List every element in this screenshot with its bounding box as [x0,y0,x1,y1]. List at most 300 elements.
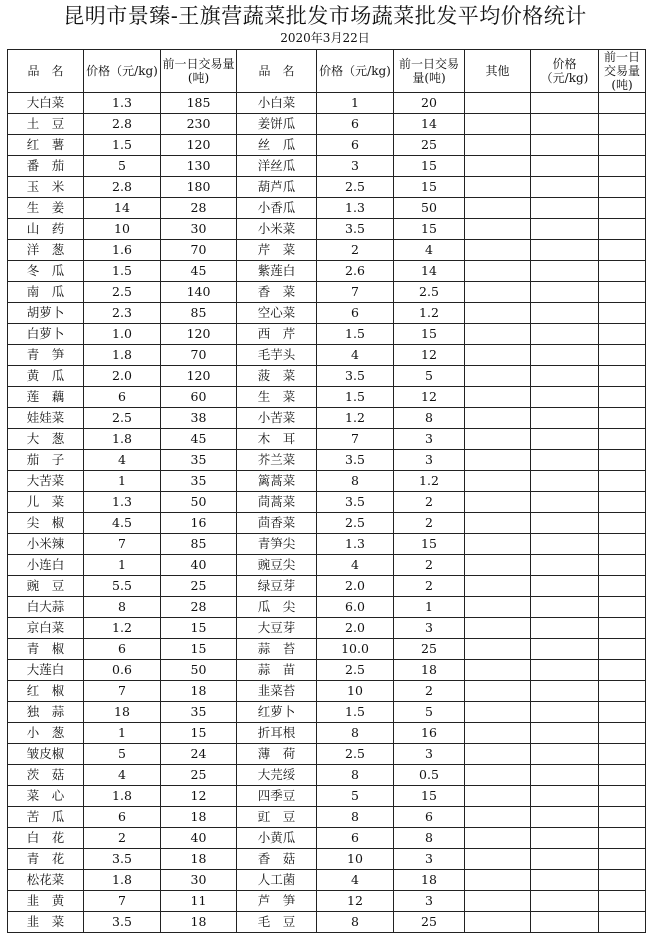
left-price-cell: 14 [84,198,161,219]
right-name-cell: 姜饼瓜 [237,114,317,135]
right-price-cell: 3.5 [317,366,394,387]
left-name-cell: 儿 菜 [8,492,84,513]
empty-other-cell [599,177,646,198]
right-name-cell: 豇 豆 [237,807,317,828]
right-price-cell: 1.3 [317,198,394,219]
left-name-cell: 青 花 [8,849,84,870]
left-name-cell: 大白菜 [8,93,84,114]
empty-other-cell [531,177,599,198]
left-name-cell: 青 椒 [8,639,84,660]
right-volume-cell: 3 [394,618,465,639]
right-volume-cell: 3 [394,429,465,450]
left-price-cell: 4.5 [84,513,161,534]
empty-other-cell [531,723,599,744]
empty-other-cell [531,765,599,786]
empty-other-cell [465,492,531,513]
table-row [8,366,646,387]
right-name-cell: 小香瓜 [237,198,317,219]
empty-other-cell [465,597,531,618]
table-row [8,681,646,702]
left-name-cell: 韭 黄 [8,891,84,912]
empty-other-cell [465,303,531,324]
left-volume-cell: 60 [161,387,237,408]
empty-other-cell [531,807,599,828]
right-name-cell: 洋丝瓜 [237,156,317,177]
right-volume-cell: 15 [394,324,465,345]
empty-other-cell [531,282,599,303]
table-row [8,870,646,891]
left-price-cell: 10 [84,219,161,240]
right-volume-cell: 14 [394,261,465,282]
empty-other-cell [531,198,599,219]
left-volume-cell: 180 [161,177,237,198]
left-price-cell: 6 [84,807,161,828]
empty-other-cell [465,177,531,198]
empty-other-cell [599,135,646,156]
right-name-cell: 大豆芽 [237,618,317,639]
left-volume-cell: 230 [161,114,237,135]
right-name-cell: 瓜 尖 [237,597,317,618]
right-volume-cell: 3 [394,849,465,870]
empty-other-cell [531,912,599,933]
table-row [8,345,646,366]
empty-other-cell [599,429,646,450]
right-volume-cell: 8 [394,828,465,849]
left-name-cell: 白大蒜 [8,597,84,618]
left-price-cell: 3.5 [84,912,161,933]
empty-other-cell [531,471,599,492]
empty-other-cell [465,744,531,765]
table-row [8,303,646,324]
empty-other-cell [465,93,531,114]
empty-other-cell [599,366,646,387]
empty-other-cell [599,681,646,702]
left-name-cell: 京白菜 [8,618,84,639]
left-name-cell: 冬 瓜 [8,261,84,282]
empty-other-cell [465,240,531,261]
empty-other-cell [599,807,646,828]
right-price-cell: 4 [317,555,394,576]
left-price-cell: 6 [84,387,161,408]
empty-other-cell [465,450,531,471]
left-volume-cell: 130 [161,156,237,177]
right-volume-cell: 2 [394,681,465,702]
right-price-cell: 3.5 [317,219,394,240]
left-name-cell: 娃娃菜 [8,408,84,429]
empty-other-cell [531,555,599,576]
empty-other-cell [465,198,531,219]
right-volume-cell: 5 [394,702,465,723]
right-name-cell: 毛 豆 [237,912,317,933]
left-name-cell: 红 椒 [8,681,84,702]
right-price-cell: 1.5 [317,324,394,345]
right-price-cell: 1 [317,93,394,114]
right-name-cell: 茴香菜 [237,513,317,534]
empty-other-cell [531,828,599,849]
left-price-cell: 2.5 [84,282,161,303]
left-name-cell: 皱皮椒 [8,744,84,765]
right-volume-cell: 3 [394,744,465,765]
empty-other-cell [599,870,646,891]
right-volume-cell: 6 [394,807,465,828]
right-price-cell: 12 [317,891,394,912]
empty-other-cell [531,366,599,387]
empty-other-cell [599,618,646,639]
table-row [8,765,646,786]
left-name-cell: 松花菜 [8,870,84,891]
left-name-cell: 玉 米 [8,177,84,198]
empty-other-cell [465,702,531,723]
empty-other-cell [599,555,646,576]
left-volume-cell: 18 [161,807,237,828]
left-volume-cell: 45 [161,261,237,282]
left-price-cell: 5.5 [84,576,161,597]
left-name-cell: 青 笋 [8,345,84,366]
left-name-cell: 番 茄 [8,156,84,177]
left-volume-cell: 18 [161,681,237,702]
right-name-cell: 红萝卜 [237,702,317,723]
right-volume-cell: 4 [394,240,465,261]
empty-other-cell [599,513,646,534]
empty-other-cell [599,639,646,660]
empty-other-cell [465,282,531,303]
left-volume-cell: 38 [161,408,237,429]
right-price-cell: 5 [317,786,394,807]
left-name-cell: 豌 豆 [8,576,84,597]
empty-other-cell [599,282,646,303]
right-price-cell: 3.5 [317,450,394,471]
left-price-cell: 1.8 [84,345,161,366]
right-volume-cell: 50 [394,198,465,219]
table-row [8,114,646,135]
left-price-cell: 2.8 [84,177,161,198]
empty-other-cell [465,219,531,240]
left-volume-cell: 15 [161,639,237,660]
left-name-cell: 茨 菇 [8,765,84,786]
right-volume-cell: 15 [394,786,465,807]
empty-other-cell [531,93,599,114]
empty-other-cell [599,324,646,345]
left-volume-cell: 35 [161,471,237,492]
right-volume-cell: 2 [394,555,465,576]
right-volume-cell: 15 [394,177,465,198]
left-price-cell: 3.5 [84,849,161,870]
empty-other-cell [465,366,531,387]
left-volume-cell: 120 [161,366,237,387]
right-volume-cell: 15 [394,156,465,177]
right-volume-cell: 25 [394,912,465,933]
table-row [8,828,646,849]
empty-other-cell [531,345,599,366]
empty-other-cell [531,429,599,450]
empty-other-cell [531,324,599,345]
right-price-cell: 2.0 [317,618,394,639]
table-row [8,408,646,429]
empty-other-cell [531,114,599,135]
left-volume-cell: 15 [161,723,237,744]
empty-other-cell [531,303,599,324]
left-price-cell: 1 [84,555,161,576]
left-price-cell: 4 [84,765,161,786]
right-name-cell: 西 芹 [237,324,317,345]
left-volume-cell: 70 [161,240,237,261]
left-volume-cell: 18 [161,912,237,933]
left-name-cell: 大莲白 [8,660,84,681]
empty-other-cell [599,891,646,912]
empty-other-cell [531,492,599,513]
empty-other-cell [465,324,531,345]
right-volume-cell: 3 [394,450,465,471]
left-volume-cell: 70 [161,345,237,366]
left-name-cell: 茄 子 [8,450,84,471]
right-price-cell: 2.5 [317,513,394,534]
right-name-cell: 折耳根 [237,723,317,744]
left-price-cell: 7 [84,534,161,555]
left-name-cell: 生 姜 [8,198,84,219]
empty-other-cell [599,240,646,261]
table-row [8,156,646,177]
right-price-cell: 7 [317,429,394,450]
empty-other-cell [599,471,646,492]
empty-other-cell [531,219,599,240]
empty-other-cell [465,912,531,933]
right-name-cell: 茼蒿菜 [237,492,317,513]
table-row [8,786,646,807]
empty-other-cell [465,114,531,135]
table-row [8,177,646,198]
left-name-cell: 山 药 [8,219,84,240]
right-volume-cell: 3 [394,891,465,912]
table-row [8,387,646,408]
table-body [8,93,646,933]
left-price-cell: 2.8 [84,114,161,135]
empty-other-cell [531,597,599,618]
empty-other-cell [599,114,646,135]
table-row [8,912,646,933]
right-price-cell: 1.5 [317,702,394,723]
left-price-cell: 1 [84,723,161,744]
empty-other-cell [599,450,646,471]
left-volume-cell: 16 [161,513,237,534]
empty-other-cell [599,156,646,177]
empty-other-cell [599,849,646,870]
empty-other-cell [465,135,531,156]
empty-other-cell [465,534,531,555]
right-volume-cell: 20 [394,93,465,114]
right-name-cell: 香 菇 [237,849,317,870]
table-row [8,450,646,471]
right-price-cell: 2.5 [317,177,394,198]
left-name-cell: 韭 菜 [8,912,84,933]
right-name-cell: 生 菜 [237,387,317,408]
right-name-cell: 蒜 苗 [237,660,317,681]
header-name-left: 品 名 [8,50,84,93]
header-price-right: 价格（元/kg) [317,50,394,93]
table-row [8,576,646,597]
empty-other-cell [531,639,599,660]
right-price-cell: 8 [317,912,394,933]
left-volume-cell: 45 [161,429,237,450]
right-name-cell: 芹 菜 [237,240,317,261]
header-name-right: 品 名 [237,50,317,93]
left-price-cell: 1 [84,471,161,492]
table-row [8,219,646,240]
right-name-cell: 豌豆尖 [237,555,317,576]
table-row [8,471,646,492]
left-name-cell: 黄 瓜 [8,366,84,387]
left-price-cell: 6 [84,639,161,660]
left-price-cell: 7 [84,891,161,912]
empty-other-cell [531,576,599,597]
right-volume-cell: 12 [394,345,465,366]
empty-other-cell [531,135,599,156]
left-volume-cell: 18 [161,849,237,870]
empty-other-cell [465,660,531,681]
right-price-cell: 2.5 [317,660,394,681]
left-volume-cell: 140 [161,282,237,303]
right-volume-cell: 25 [394,135,465,156]
header-volume-other: 前一日交易量(吨) [599,50,646,93]
left-volume-cell: 28 [161,597,237,618]
empty-other-cell [599,198,646,219]
page-title: 昆明市景臻-王旗营蔬菜批发市场蔬菜批发平均价格统计 [63,4,587,28]
right-volume-cell: 15 [394,219,465,240]
right-price-cell: 1.3 [317,534,394,555]
right-name-cell: 韭菜苔 [237,681,317,702]
empty-other-cell [465,513,531,534]
right-volume-cell: 8 [394,408,465,429]
right-name-cell: 篱蒿菜 [237,471,317,492]
table-row [8,282,646,303]
empty-other-cell [465,891,531,912]
empty-other-cell [599,723,646,744]
left-volume-cell: 35 [161,702,237,723]
left-volume-cell: 24 [161,744,237,765]
empty-other-cell [465,387,531,408]
left-price-cell: 2 [84,828,161,849]
right-name-cell: 空心菜 [237,303,317,324]
left-volume-cell: 50 [161,660,237,681]
right-volume-cell: 12 [394,387,465,408]
right-price-cell: 2.0 [317,576,394,597]
header-other: 其他 [465,50,531,93]
empty-other-cell [531,240,599,261]
right-name-cell: 小米菜 [237,219,317,240]
right-volume-cell: 15 [394,534,465,555]
table-row [8,198,646,219]
left-price-cell: 1.0 [84,324,161,345]
table-row [8,93,646,114]
table-row [8,135,646,156]
left-name-cell: 苦 瓜 [8,807,84,828]
empty-other-cell [599,387,646,408]
empty-other-cell [599,786,646,807]
right-price-cell: 8 [317,471,394,492]
right-price-cell: 2.5 [317,744,394,765]
left-volume-cell: 30 [161,870,237,891]
right-name-cell: 芦 笋 [237,891,317,912]
left-volume-cell: 25 [161,576,237,597]
left-price-cell: 5 [84,744,161,765]
empty-other-cell [531,891,599,912]
right-volume-cell: 1.2 [394,471,465,492]
left-name-cell: 南 瓜 [8,282,84,303]
empty-other-cell [465,639,531,660]
left-volume-cell: 30 [161,219,237,240]
empty-other-cell [531,849,599,870]
left-volume-cell: 50 [161,492,237,513]
right-volume-cell: 25 [394,639,465,660]
header-volume-right: 前一日交易量(吨) [394,50,465,93]
empty-other-cell [599,828,646,849]
right-name-cell: 小白菜 [237,93,317,114]
left-volume-cell: 11 [161,891,237,912]
empty-other-cell [465,261,531,282]
left-price-cell: 1.3 [84,492,161,513]
left-price-cell: 2.5 [84,408,161,429]
right-price-cell: 4 [317,345,394,366]
table-row [8,660,646,681]
empty-other-cell [599,702,646,723]
empty-other-cell [599,576,646,597]
right-price-cell: 6.0 [317,597,394,618]
left-price-cell: 1.8 [84,786,161,807]
empty-other-cell [599,534,646,555]
right-name-cell: 四季豆 [237,786,317,807]
right-volume-cell: 5 [394,366,465,387]
empty-other-cell [465,828,531,849]
empty-other-cell [531,261,599,282]
right-price-cell: 6 [317,135,394,156]
table-row [8,513,646,534]
right-name-cell: 薄 荷 [237,744,317,765]
empty-other-cell [531,387,599,408]
empty-other-cell [531,534,599,555]
empty-other-cell [531,660,599,681]
empty-other-cell [599,261,646,282]
empty-other-cell [465,807,531,828]
empty-other-cell [531,618,599,639]
right-volume-cell: 18 [394,660,465,681]
right-volume-cell: 2 [394,492,465,513]
right-price-cell: 8 [317,807,394,828]
left-price-cell: 1.5 [84,261,161,282]
empty-other-cell [599,492,646,513]
right-price-cell: 7 [317,282,394,303]
right-price-cell: 3 [317,156,394,177]
right-price-cell: 10 [317,681,394,702]
empty-other-cell [599,345,646,366]
left-price-cell: 1.5 [84,135,161,156]
left-name-cell: 洋 葱 [8,240,84,261]
empty-other-cell [531,513,599,534]
right-price-cell: 8 [317,723,394,744]
left-name-cell: 小 葱 [8,723,84,744]
right-name-cell: 香 菜 [237,282,317,303]
left-volume-cell: 35 [161,450,237,471]
left-volume-cell: 12 [161,786,237,807]
right-name-cell: 绿豆芽 [237,576,317,597]
table-row [8,849,646,870]
left-name-cell: 大苦菜 [8,471,84,492]
right-price-cell: 6 [317,303,394,324]
left-volume-cell: 40 [161,555,237,576]
empty-other-cell [465,345,531,366]
right-name-cell: 丝 瓜 [237,135,317,156]
left-volume-cell: 40 [161,828,237,849]
right-name-cell: 毛芋头 [237,345,317,366]
left-price-cell: 1.3 [84,93,161,114]
